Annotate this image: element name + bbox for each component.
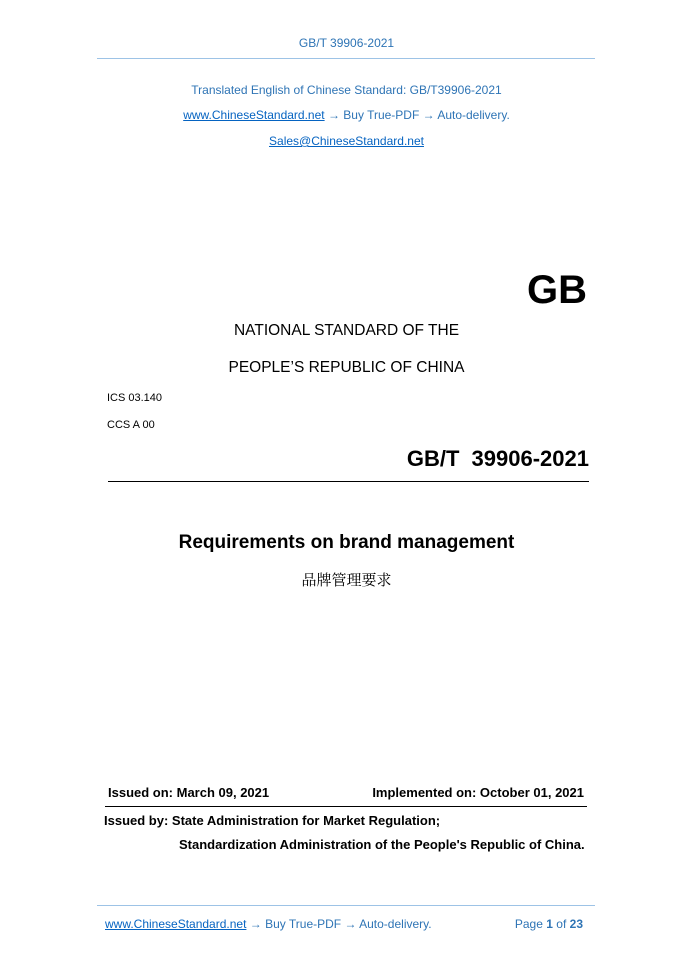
national-standard-line2: PEOPLE’S REPUBLIC OF CHINA: [228, 359, 465, 376]
page-indicator: [515, 917, 583, 931]
page-label: Page: [514, 917, 543, 931]
page-of-label: of: [556, 917, 567, 931]
standard-number: GB/T 39906-2021: [406, 446, 589, 471]
standard-number-rule: [108, 481, 589, 482]
footer-promo: [105, 917, 432, 931]
promo-translated-line: Translated English of Chinese Standard: GB/T39906-2021: [191, 83, 502, 97]
implemented-on-date: Implemented on: October 01, 2021: [372, 785, 584, 800]
dates-rule: [105, 806, 587, 807]
promo-email-link[interactable]: Sales@ChineseStandard.net: [269, 134, 424, 148]
footer-divider: [97, 905, 595, 906]
promo-buy-line: [0, 108, 693, 122]
issued-by-second-authority: Standardization Administration of the People's Republic of China.: [179, 837, 585, 852]
document-title-chinese: 品牌管理要求: [301, 571, 392, 589]
footer-buy-text: → Buy True-PDF → Auto-delivery.: [249, 917, 432, 931]
document-title-english: Requirements on brand management: [178, 532, 515, 553]
ics-code: ICS 03.140: [107, 392, 163, 404]
page-current: 1: [546, 917, 553, 931]
footer-site-link[interactable]: www.ChineseStandard.net: [105, 917, 247, 931]
issued-on-date: Issued on: March 09, 2021: [108, 785, 270, 800]
promo-site-link[interactable]: www.ChineseStandard.net: [183, 108, 325, 122]
promo-buy-text: → Buy True-PDF → Auto-delivery.: [327, 108, 510, 122]
header-divider: [97, 58, 595, 59]
national-standard-line1: NATIONAL STANDARD OF THE: [233, 322, 460, 339]
header-standard-code: GB/T 39906-2021: [298, 36, 395, 50]
issued-by: Issued by: State Administration for Market Regulation;: [104, 813, 441, 828]
page-total: 23: [569, 917, 583, 931]
ccs-code: CCS A 00: [107, 419, 155, 431]
promo-email-line: [0, 134, 693, 148]
gb-logo: GB: [527, 268, 587, 312]
